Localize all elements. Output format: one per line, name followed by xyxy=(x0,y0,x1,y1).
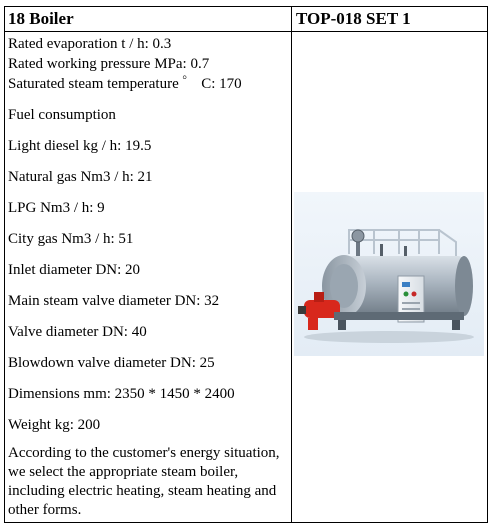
spec-valve-diameter: Valve diameter DN: 40 xyxy=(8,324,147,340)
spec-steam-temperature: Saturated steam temperature ゜ C: 170 xyxy=(8,76,242,92)
spec-fuel-consumption: Fuel consumption xyxy=(8,107,116,123)
spec-weight: Weight kg: 200 xyxy=(8,417,101,433)
spec-list xyxy=(8,34,288,520)
product-code: TOP-018 SET 1 xyxy=(296,9,411,28)
spec-working-pressure: Rated working pressure MPa: 0.7 xyxy=(8,56,210,72)
header-divider xyxy=(5,31,487,32)
spec-dimensions: Dimensions mm: 2350 * 1450 * 2400 xyxy=(8,386,235,402)
column-divider xyxy=(291,7,292,522)
spec-lpg: LPG Nm3 / h: 9 xyxy=(8,200,105,216)
spec-blowdown-valve: Blowdown valve diameter DN: 25 xyxy=(8,355,215,371)
spec-main-steam-valve: Main steam valve diameter DN: 32 xyxy=(8,293,220,309)
spec-light-diesel: Light diesel kg / h: 19.5 xyxy=(8,138,152,154)
boiler-photo xyxy=(294,192,484,356)
product-title: 18 Boiler xyxy=(8,9,74,28)
spec-rated-evaporation: Rated evaporation t / h: 0.3 xyxy=(8,36,172,52)
spec-inlet-diameter: Inlet diameter DN: 20 xyxy=(8,262,141,278)
spec-natural-gas: Natural gas Nm3 / h: 21 xyxy=(8,169,153,185)
spec-table xyxy=(4,6,488,523)
spec-description: According to the customer's energy situation, we select the appropriate steam boiler, including electric heating, steam heating and other forms. xyxy=(8,445,280,518)
spec-city-gas: City gas Nm3 / h: 51 xyxy=(8,231,134,247)
